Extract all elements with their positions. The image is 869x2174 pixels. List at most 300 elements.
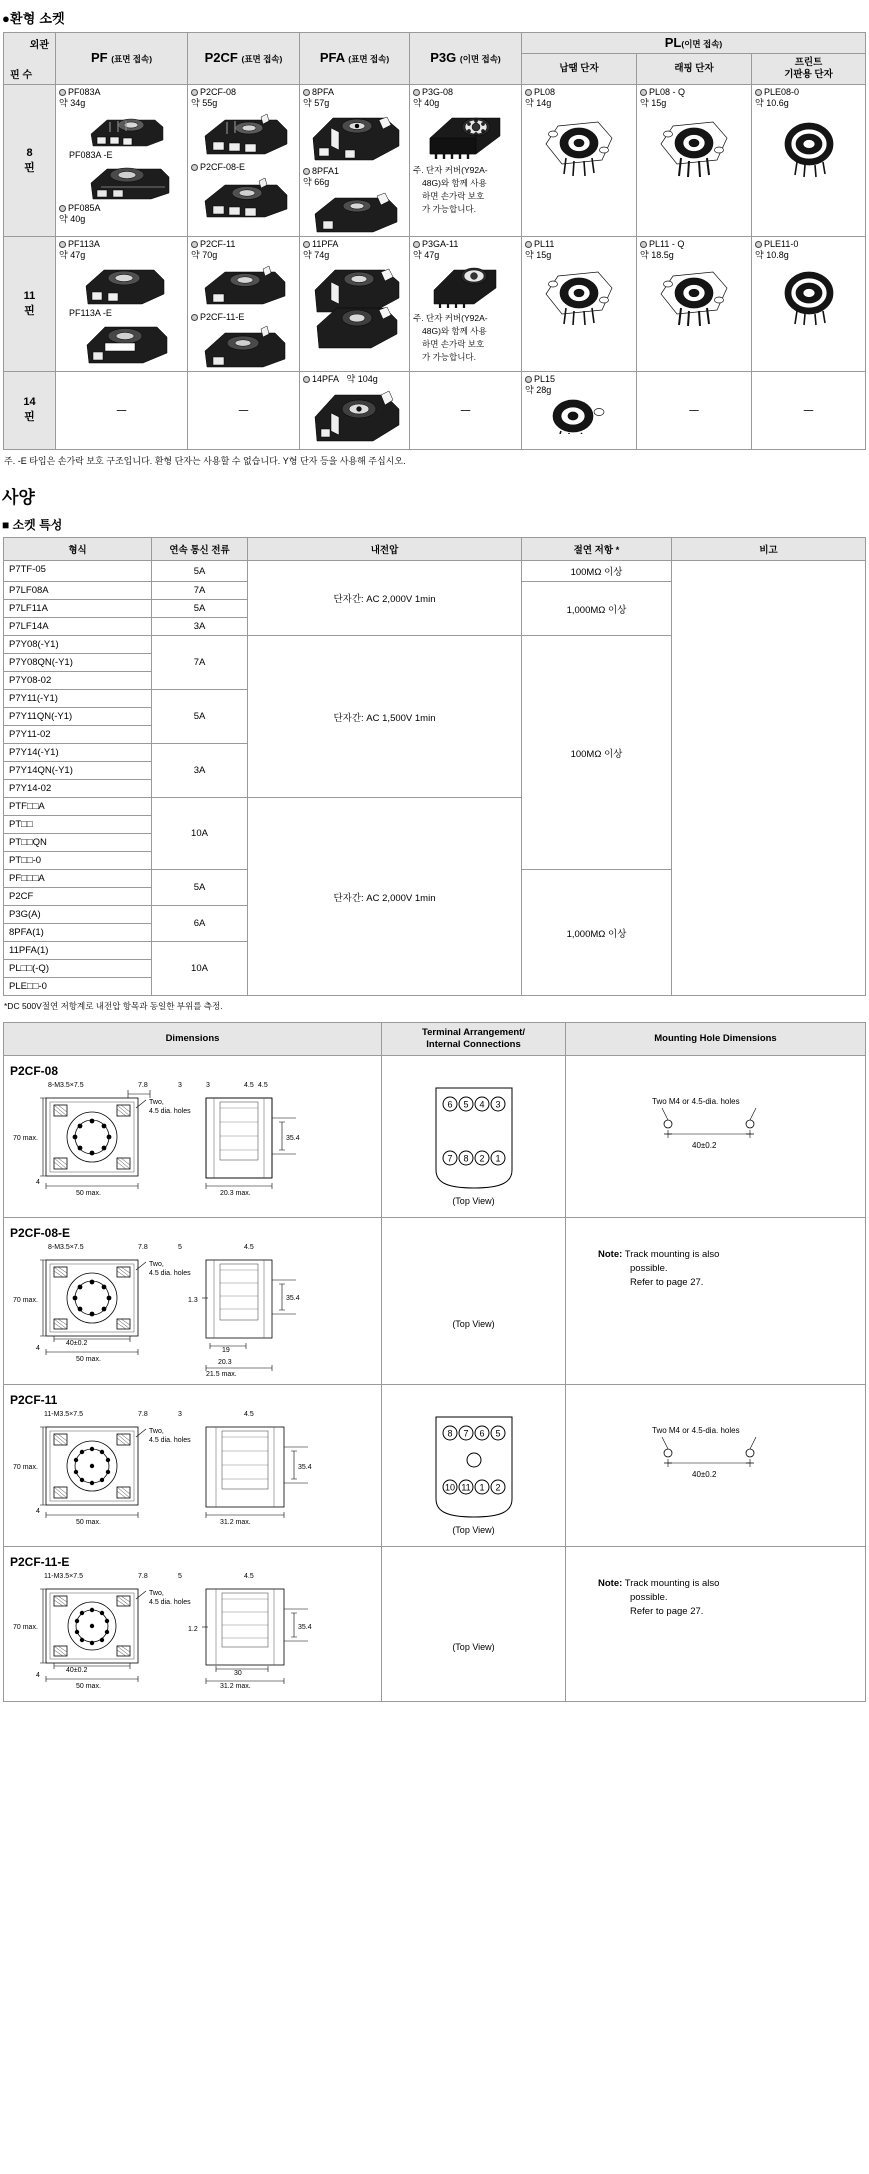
socket-photo-ple11-0 — [769, 264, 849, 326]
socket-characteristics-table — [3, 537, 866, 996]
svg-text:35.4: 35.4 — [286, 1295, 300, 1303]
col-header-pl-solder: 납땜 단자 — [522, 53, 637, 84]
socket-photo-14pfa — [307, 387, 403, 445]
cell-14pin-pl-pcb-empty: — — [752, 371, 866, 449]
cell-8pin-p2cf — [188, 85, 300, 237]
part-weight-11pfa: 약 74g — [303, 250, 330, 261]
open-circle-icon — [303, 168, 310, 175]
char-model: P7Y08QN(-Y1) — [4, 654, 152, 672]
part-label-pl08-q: PL08 - Q — [640, 87, 748, 98]
dim-model-label: P2CF-08-E — [10, 1226, 71, 1241]
cell-8pin-pfa — [300, 85, 410, 237]
char-model: PF□□□A — [4, 870, 152, 888]
col-header-pfa — [300, 33, 410, 85]
char-voltage-group-1: 단자간: AC 2,000V 1min — [248, 561, 522, 636]
dim-drawing-p2cf-11-e — [4, 1547, 382, 1702]
cell-14pin-p3g-empty: — — [410, 371, 522, 449]
top-view-label: (Top View) — [452, 1642, 495, 1653]
svg-text:35.4: 35.4 — [298, 1464, 312, 1472]
svg-text:3: 3 — [178, 1082, 182, 1090]
svg-text:4.5: 4.5 — [258, 1082, 268, 1090]
top-view-label: (Top View) — [452, 1196, 495, 1207]
socket-photo-p3g-08 — [422, 112, 510, 160]
svg-text:70 max.: 70 max. — [13, 1135, 38, 1143]
open-circle-icon — [191, 314, 198, 321]
p3g-main-label: P3G — [430, 50, 457, 66]
svg-text:4.5 dia. holes: 4.5 dia. holes — [149, 1599, 191, 1607]
datasheet-page — [0, 8, 869, 1722]
svg-text:50 max.: 50 max. — [76, 1519, 101, 1527]
socket-photo-ple08-0 — [769, 112, 849, 178]
svg-text:5: 5 — [462, 1099, 469, 1110]
part-label-ple08-0: PLE08-0 — [755, 87, 862, 98]
socket-photo-pl08-q — [651, 112, 737, 178]
cell-14pin-p2cf-empty: — — [188, 371, 300, 449]
table-row-11pin — [4, 237, 866, 372]
pfa-main-label: PFA — [319, 50, 345, 66]
svg-text:8-M3.5×7.5: 8-M3.5×7.5 — [48, 1244, 84, 1252]
dim-terminal-p2cf-11-e — [382, 1547, 566, 1702]
part-label-11pfa: 11PFA — [303, 239, 406, 250]
mounting-note-p2cf-08-e — [598, 1248, 859, 1289]
svg-text:30: 30 — [234, 1670, 242, 1678]
char-current: 3A — [152, 618, 248, 636]
corner-label-appearance: 외관 — [29, 40, 49, 51]
char-current: 3A — [152, 744, 248, 798]
svg-text:70 max.: 70 max. — [13, 1297, 38, 1305]
dimensions-table — [3, 1022, 866, 1702]
note-line-1: Track mounting is also — [624, 1578, 720, 1590]
dim-svg-p2cf-11-e — [10, 1569, 376, 1697]
socket-overview-table — [3, 32, 866, 450]
open-circle-icon — [191, 89, 198, 96]
svg-text:3: 3 — [206, 1082, 210, 1090]
char-current: 7A — [152, 636, 248, 690]
dim-mount-p2cf-08-e — [566, 1218, 866, 1385]
char-current: 5A — [152, 870, 248, 906]
char-row-p7tf-05 — [4, 561, 866, 582]
svg-text:40±0.2: 40±0.2 — [66, 1667, 88, 1675]
char-model: PT□□-0 — [4, 852, 152, 870]
top-view-label: (Top View) — [452, 1525, 495, 1536]
cell-11pin-pl-solder — [522, 237, 637, 372]
socket-photo-pl11 — [536, 264, 622, 326]
terminal-arrangement-p2cf-11 — [414, 1403, 534, 1523]
svg-text:40±0.2: 40±0.2 — [691, 1141, 716, 1151]
part-label-pl11-q: PL11 - Q — [640, 239, 748, 250]
part-label-p2cf-11: P2CF-11 — [191, 239, 296, 250]
part-label-pl08: PL08 — [525, 87, 633, 98]
row-header-11pin: 11 핀 — [4, 237, 56, 372]
svg-text:70 max.: 70 max. — [13, 1624, 38, 1632]
socket-section-heading: ●환형 소켓 — [2, 11, 65, 26]
svg-text:50 max.: 50 max. — [76, 1356, 101, 1364]
char-model: 8PFA(1) — [4, 924, 152, 942]
part-weight-pf113a: 약 47g — [59, 250, 86, 261]
p3g-finger-protection-note: 주. 단자 커버(Y92A- 48G)와 함께 사용 하면 손가락 보호 가 가능합니다. — [413, 164, 488, 215]
char-current: 10A — [152, 942, 248, 996]
svg-text:Two,: Two, — [149, 1590, 164, 1598]
char-current: 10A — [152, 798, 248, 870]
part-weight-pl08: 약 14g — [525, 98, 552, 109]
terminal-arrangement-p2cf-08 — [414, 1074, 534, 1194]
part-label-p3ga-11: P3GA-11 — [413, 239, 518, 250]
part-label-pf085a: PF085A — [59, 203, 184, 214]
svg-text:8-M3.5×7.5: 8-M3.5×7.5 — [48, 1082, 84, 1090]
note-label: Note: — [598, 1578, 623, 1590]
col-header-pf — [56, 33, 188, 85]
char-model: P3G(A) — [4, 906, 152, 924]
open-circle-icon — [525, 376, 532, 383]
pf-sub-label: (표면 접속) — [111, 54, 153, 65]
cell-11pin-p2cf — [188, 237, 300, 372]
pf-main-label: PF — [90, 50, 108, 66]
char-model: P7Y14(-Y1) — [4, 744, 152, 762]
svg-text:4.5: 4.5 — [244, 1411, 254, 1419]
cell-8pin-pl-solder — [522, 85, 637, 237]
p2cf-main-label: P2CF — [204, 50, 238, 66]
part-weight-ple11-0: 약 10.8g — [755, 250, 789, 261]
part-label-p2cf-11-e: P2CF-11-E — [191, 312, 296, 323]
svg-text:4: 4 — [36, 1179, 40, 1187]
open-circle-icon — [303, 376, 310, 383]
svg-text:3: 3 — [494, 1099, 501, 1110]
note-line-3: Refer to page 27. — [630, 1276, 704, 1288]
col-header-p2cf — [188, 33, 300, 85]
char-model: 11PFA(1) — [4, 942, 152, 960]
open-circle-icon — [755, 89, 762, 96]
part-label-ple11-0: PLE11-0 — [755, 239, 862, 250]
svg-text:Two,: Two, — [149, 1261, 164, 1269]
svg-text:35.4: 35.4 — [298, 1624, 312, 1632]
svg-text:11-M3.5×7.5: 11-M3.5×7.5 — [44, 1411, 83, 1419]
table-row-8pin — [4, 85, 866, 237]
socket-photo-pl15 — [537, 398, 621, 434]
socket-photo-8pfa — [307, 112, 403, 162]
dim-mount-p2cf-11-e — [566, 1547, 866, 1702]
part-label-14pfa: 14PFA 약 104g — [303, 374, 406, 385]
open-circle-icon — [640, 241, 647, 248]
char-insulation-group-1: 100MΩ 이상 — [522, 561, 672, 582]
char-model: P7Y11QN(-Y1) — [4, 708, 152, 726]
dim-drawing-p2cf-08-e — [4, 1218, 382, 1385]
svg-text:4.5 dia. holes: 4.5 dia. holes — [149, 1270, 191, 1278]
part-label-pl11: PL11 — [525, 239, 633, 250]
char-header-model: 형식 — [4, 538, 152, 561]
dim-row-p2cf-08 — [4, 1056, 866, 1218]
part-weight-p3g-08: 약 40g — [413, 98, 440, 109]
mount-svg-p2cf-08 — [606, 1086, 826, 1156]
char-header-remarks: 비고 — [672, 538, 866, 561]
svg-text:4.5 dia. holes: 4.5 dia. holes — [149, 1108, 191, 1116]
part-weight-pf083a: 약 34g — [59, 98, 86, 109]
dim-terminal-p2cf-08 — [382, 1056, 566, 1218]
part-label-8pfa: 8PFA — [303, 87, 406, 98]
dim-drawing-p2cf-11 — [4, 1385, 382, 1547]
svg-text:19: 19 — [222, 1347, 230, 1355]
char-model: PTF□□A — [4, 798, 152, 816]
pl-main-label: PL — [664, 34, 682, 50]
socket-photo-p3ga-11 — [422, 264, 510, 308]
svg-text:4: 4 — [36, 1508, 40, 1516]
socket-photo-pf113a-e — [79, 321, 171, 365]
char-model: PT□□ — [4, 816, 152, 834]
cell-8pin-pl-pcb — [752, 85, 866, 237]
char-model: P7Y08-02 — [4, 672, 152, 690]
mount-svg-p2cf-11 — [606, 1415, 826, 1485]
char-remarks-cell — [672, 561, 866, 996]
cell-14pin-pf-empty: — — [56, 371, 188, 449]
char-model: P7TF-05 — [4, 561, 152, 582]
open-circle-icon — [640, 89, 647, 96]
p3g-sub-label: (이면 접속) — [459, 54, 501, 65]
svg-text:Two M4 or 4.5-dia. holes: Two M4 or 4.5-dia. holes — [651, 1426, 740, 1436]
dim-svg-p2cf-08-e — [10, 1240, 376, 1380]
dim-row-p2cf-08-e — [4, 1218, 866, 1385]
socket-photo-pf113a — [76, 264, 168, 306]
part-label-8pfa1: 8PFA1 — [303, 166, 406, 177]
char-model: P7Y08(-Y1) — [4, 636, 152, 654]
svg-text:31.2 max.: 31.2 max. — [220, 1519, 251, 1527]
char-model: P7Y14QN(-Y1) — [4, 762, 152, 780]
socket-photo-pf083a-e — [81, 163, 173, 201]
char-model: P2CF — [4, 888, 152, 906]
part-label-pf113a-e: PF113A -E — [69, 307, 112, 318]
svg-text:7.8: 7.8 — [138, 1573, 148, 1581]
svg-text:11-M3.5×7.5: 11-M3.5×7.5 — [44, 1573, 83, 1581]
char-header-current: 연속 통신 전류 — [152, 538, 248, 561]
open-circle-icon — [191, 164, 198, 171]
char-current: 5A — [152, 561, 248, 582]
open-circle-icon — [303, 241, 310, 248]
note-line-2: possible. — [630, 1591, 668, 1603]
part-label-p3g-08: P3G-08 — [413, 87, 518, 98]
open-circle-icon — [525, 89, 532, 96]
pl-sub-label: (이면 접속) — [681, 38, 723, 49]
cell-14pin-pfa — [300, 371, 410, 449]
spec-section-heading: 사양 — [2, 488, 35, 508]
socket-photo-pf083a — [77, 112, 167, 148]
note-line-3: Refer to page 27. — [630, 1605, 704, 1617]
svg-text:6: 6 — [446, 1099, 453, 1110]
dim-svg-p2cf-11 — [10, 1407, 376, 1542]
svg-text:10: 10 — [444, 1482, 455, 1493]
char-current: 6A — [152, 906, 248, 942]
dim-mount-p2cf-08 — [566, 1056, 866, 1218]
part-weight-p3ga-11: 약 47g — [413, 250, 440, 261]
dim-drawing-p2cf-08 — [4, 1056, 382, 1218]
note-label: Note: — [598, 1249, 623, 1261]
char-insulation-group-3: 100MΩ 이상 — [522, 636, 672, 870]
p2cf-sub-label: (표면 접속) — [241, 54, 283, 65]
svg-text:31.2 max.: 31.2 max. — [220, 1683, 251, 1691]
socket-photo-11pfa — [307, 264, 403, 350]
cell-11pin-pf — [56, 237, 188, 372]
svg-text:4.5: 4.5 — [244, 1573, 254, 1581]
row-header-14pin: 14 핀 — [4, 371, 56, 449]
part-weight-14pfa: 약 104g — [346, 373, 378, 384]
svg-text:4.5: 4.5 — [244, 1082, 254, 1090]
svg-text:4: 4 — [478, 1099, 485, 1110]
svg-text:2: 2 — [494, 1482, 501, 1493]
dim-terminal-p2cf-11 — [382, 1385, 566, 1547]
svg-text:7.8: 7.8 — [138, 1082, 148, 1090]
char-current: 5A — [152, 690, 248, 744]
part-label-pl15: PL15 — [525, 374, 633, 385]
socket-table-footnote: 주. -E 타입은 손가락 보호 구조입니다. 환형 단자는 사용할 수 없습니다. Y형 단자 등을 사용해 주십시오. — [4, 455, 406, 466]
dim-terminal-p2cf-08-e — [382, 1218, 566, 1385]
char-current: 7A — [152, 582, 248, 600]
svg-text:8: 8 — [446, 1428, 453, 1439]
svg-text:50 max.: 50 max. — [76, 1683, 101, 1691]
table-row-14pin — [4, 371, 866, 449]
char-model: P7LF11A — [4, 600, 152, 618]
char-model: P7LF08A — [4, 582, 152, 600]
open-circle-icon — [303, 89, 310, 96]
char-model: PL□□(-Q) — [4, 960, 152, 978]
svg-text:5: 5 — [178, 1244, 182, 1252]
part-weight-8pfa: 약 57g — [303, 98, 330, 109]
socket-photo-p2cf-11-e — [197, 325, 291, 369]
part-weight-pl11-q: 약 18.5g — [640, 250, 674, 261]
char-header-insulation: 절연 저항 * — [522, 538, 672, 561]
part-label-p2cf-08-e: P2CF-08-E — [191, 162, 296, 173]
svg-text:8: 8 — [462, 1153, 469, 1164]
char-model: P7Y11(-Y1) — [4, 690, 152, 708]
svg-text:1: 1 — [478, 1482, 485, 1493]
svg-text:40±0.2: 40±0.2 — [66, 1340, 88, 1348]
socket-photo-pl11-q — [651, 264, 737, 326]
svg-text:4: 4 — [36, 1345, 40, 1353]
dim-model-label: P2CF-11-E — [10, 1555, 70, 1570]
col-header-pl-pcb: 프린트 기판용 단자 — [752, 53, 866, 84]
svg-text:50 max.: 50 max. — [76, 1190, 101, 1198]
svg-text:4.5 dia. holes: 4.5 dia. holes — [149, 1437, 191, 1445]
part-weight-pl15: 약 28g — [525, 385, 552, 395]
open-circle-icon — [525, 241, 532, 248]
svg-text:35.4: 35.4 — [286, 1135, 300, 1143]
svg-text:40±0.2: 40±0.2 — [691, 1470, 716, 1480]
dim-model-label: P2CF-11 — [10, 1393, 58, 1408]
dim-mount-p2cf-11 — [566, 1385, 866, 1547]
socket-photo-pl08 — [536, 112, 622, 178]
dim-svg-p2cf-08 — [10, 1078, 376, 1213]
part-weight-p2cf-11: 약 70g — [191, 250, 218, 261]
socket-photo-p2cf-08 — [197, 112, 291, 156]
char-header-voltage: 내전압 — [248, 538, 522, 561]
cell-8pin-pl-wrap — [637, 85, 752, 237]
open-circle-icon — [59, 241, 66, 248]
open-circle-icon — [413, 241, 420, 248]
pfa-sub-label: (표면 접속) — [348, 54, 390, 65]
svg-text:21.5 max.: 21.5 max. — [206, 1371, 237, 1379]
svg-text:3: 3 — [178, 1411, 182, 1419]
table-corner-header — [4, 33, 56, 85]
note-line-2: possible. — [630, 1262, 668, 1274]
char-current: 5A — [152, 600, 248, 618]
part-label-pf083a-e: PF083A -E — [69, 149, 113, 160]
socket-photo-p2cf-11 — [197, 264, 291, 306]
svg-text:2: 2 — [478, 1153, 485, 1164]
svg-text:20.3: 20.3 — [218, 1359, 232, 1367]
svg-text:70 max.: 70 max. — [13, 1464, 38, 1472]
cell-8pin-pf — [56, 85, 188, 237]
svg-text:4: 4 — [36, 1672, 40, 1680]
cell-14pin-pl-wrap-empty: — — [637, 371, 752, 449]
dim-header-terminal: Terminal Arrangement/ Internal Connections — [382, 1023, 566, 1056]
open-circle-icon — [413, 89, 420, 96]
char-voltage-group-2: 단자간: AC 1,500V 1min — [248, 636, 522, 798]
svg-text:7: 7 — [446, 1153, 453, 1164]
char-voltage-group-3: 단자간: AC 2,000V 1min — [248, 798, 522, 996]
char-insulation-group-2: 1,000MΩ 이상 — [522, 582, 672, 636]
svg-text:20.3 max.: 20.3 max. — [220, 1190, 251, 1198]
open-circle-icon — [191, 241, 198, 248]
char-section-heading: ■ 소켓 특성 — [2, 518, 63, 533]
part-weight-pf085a: 약 40g — [59, 214, 86, 224]
svg-text:7.8: 7.8 — [138, 1244, 148, 1252]
col-header-pl-wrap: 래핑 단자 — [637, 53, 752, 84]
svg-text:7: 7 — [462, 1428, 469, 1439]
mounting-note-p2cf-11-e — [598, 1577, 859, 1618]
char-insulation-group-4: 1,000MΩ 이상 — [522, 870, 672, 996]
cell-14pin-pl-solder — [522, 371, 637, 449]
part-weight-pl11: 약 15g — [525, 250, 552, 261]
socket-photo-8pfa1 — [307, 190, 403, 234]
svg-text:1.3: 1.3 — [188, 1297, 198, 1305]
dim-header-mounting: Mounting Hole Dimensions — [566, 1023, 866, 1056]
open-circle-icon — [59, 205, 66, 212]
svg-text:5: 5 — [178, 1573, 182, 1581]
open-circle-icon — [59, 89, 66, 96]
socket-photo-p2cf-08-e — [197, 175, 291, 219]
dim-model-label: P2CF-08 — [10, 1064, 59, 1079]
dim-row-p2cf-11-e — [4, 1547, 866, 1702]
dim-header-dimensions: Dimensions — [4, 1023, 382, 1056]
top-view-label: (Top View) — [452, 1319, 495, 1330]
open-circle-icon — [755, 241, 762, 248]
char-model: PT□□QN — [4, 834, 152, 852]
dim-row-p2cf-11 — [4, 1385, 866, 1547]
part-weight-8pfa1: 약 66g — [303, 176, 330, 187]
note-line-1: Track mounting is also — [624, 1249, 720, 1261]
char-model: P7LF14A — [4, 618, 152, 636]
part-weight-pl08-q: 약 15g — [640, 98, 667, 109]
part-label-pf083a: PF083A — [59, 87, 184, 98]
char-model: P7Y11-02 — [4, 726, 152, 744]
cell-11pin-p3g — [410, 237, 522, 372]
svg-text:7.8: 7.8 — [138, 1411, 148, 1419]
char-table-footnote: *DC 500V절연 저항계로 내전압 항목과 동일한 부위를 측정. — [4, 1001, 223, 1012]
col-header-p3g — [410, 33, 522, 85]
char-model: P7Y14-02 — [4, 780, 152, 798]
mounting-hole-diagram-p2cf-11 — [572, 1389, 859, 1485]
part-label-p2cf-08: P2CF-08 — [191, 87, 296, 98]
svg-text:1: 1 — [494, 1153, 501, 1164]
cell-8pin-p3g — [410, 85, 522, 237]
char-model: PLE□□-0 — [4, 978, 152, 996]
part-label-pf113a: PF113A — [59, 239, 184, 250]
svg-text:Two,: Two, — [149, 1099, 164, 1107]
p3ga-finger-protection-note: 주. 단자 커버(Y92A- 48G)와 함께 사용 하면 손가락 보호 가 가능합니다. — [413, 312, 488, 363]
part-weight-ple08-0: 약 10.6g — [755, 98, 789, 109]
svg-text:5: 5 — [494, 1428, 501, 1439]
part-weight-p2cf-08: 약 55g — [191, 98, 218, 109]
svg-text:Two,: Two, — [149, 1428, 164, 1436]
corner-label-pins: 핀 수 — [10, 70, 33, 81]
row-header-8pin: 8 핀 — [4, 85, 56, 237]
svg-text:Two M4 or 4.5-dia. holes: Two M4 or 4.5-dia. holes — [651, 1097, 740, 1107]
